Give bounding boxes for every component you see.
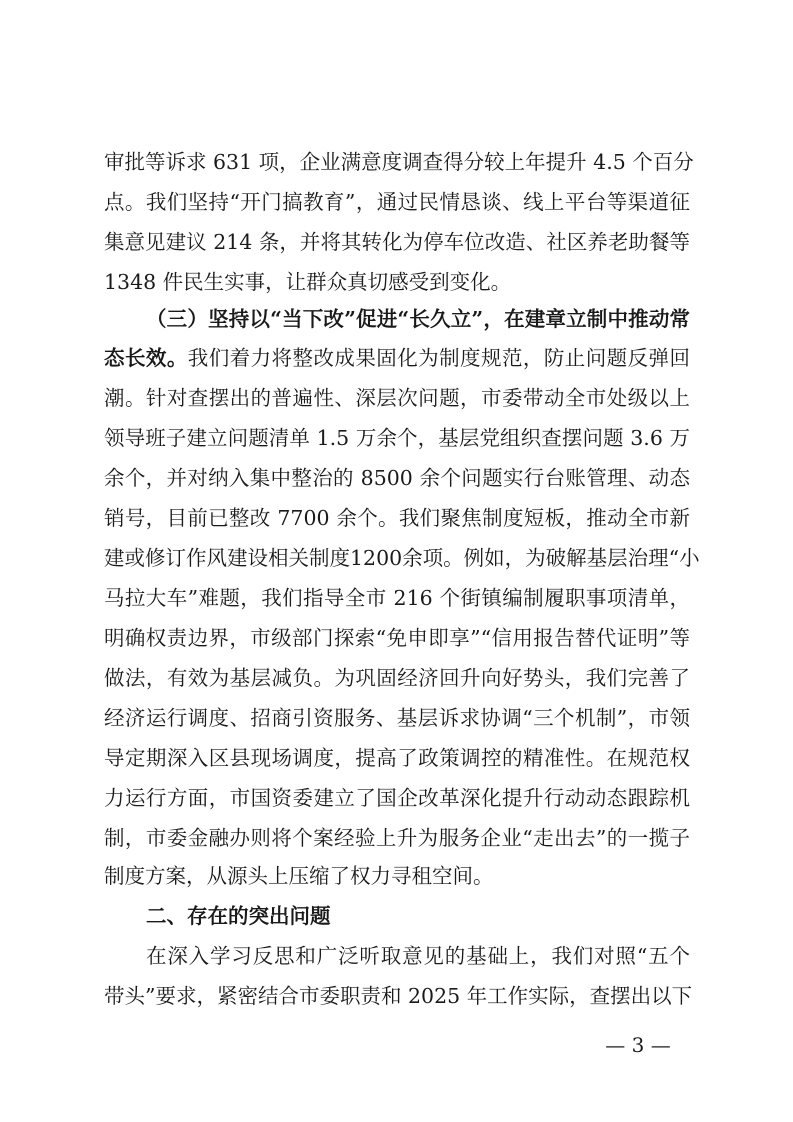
paragraph-line: 潮。针对查摆出的普遍性、深层次问题，市委带动全市处级以上: [104, 386, 690, 410]
paragraph-line: 导定期深入区县现场调度，提高了政策调控的精准性。在规范权: [104, 746, 690, 770]
section-heading-two: 二、存在的突出问题: [146, 904, 331, 928]
paragraph-line: 经济运行调度、招商引资服务、基层诉求协调“三个机制”，市领: [104, 706, 690, 730]
section-heading-three: （三）坚持以“当下改”促进“长久立”，在建章立制中推动常: [146, 307, 690, 331]
paragraph-line: 做法，有效为基层减负。为巩固经济回升向好势头，我们完善了: [104, 666, 690, 690]
page-number: — 3 —: [605, 1033, 671, 1057]
paragraph-line: 在深入学习反思和广泛听取意见的基础上，我们对照“五个: [146, 944, 690, 968]
paragraph-line: 建或修订作风建设相关制度1200余项。例如，为破解基层治理“小: [104, 546, 700, 570]
paragraph-line: 集意见建议 214 条，并将其转化为停车位改造、社区养老助餐等: [104, 230, 690, 254]
paragraph-line: 销号，目前已整改 7700 余个。我们聚焦制度短板，推动全市新: [104, 506, 690, 530]
paragraph-line: 带头”要求，紧密结合市委职责和 2025 年工作实际，查摆出以下: [104, 984, 693, 1008]
paragraph-text: 我们着力将整改成果固化为制度规范，防止问题反弹回: [187, 346, 691, 370]
paragraph-line: 审批等诉求 631 项，企业满意度调查得分较上年提升 4.5 个百分: [104, 150, 694, 174]
paragraph-line: 领导班子建立问题清单 1.5 万余个，基层党组织查摆问题 3.6 万: [104, 426, 690, 450]
paragraph-line: 点。我们坚持“开门搞教育”，通过民情恳谈、线上平台等渠道征: [104, 190, 690, 214]
paragraph-line: 制，市委金融办则将个案经验上升为服务企业“走出去”的一揽子: [104, 826, 690, 850]
paragraph-line: 余个，并对纳入集中整治的 8500 余个问题实行台账管理、动态: [104, 466, 690, 490]
paragraph-line: 制度方案，从源头上压缩了权力寻租空间。: [104, 864, 494, 888]
paragraph-line: 明确权责边界，市级部门探索“免申即享”“信用报告替代证明”等: [104, 626, 690, 650]
paragraph-line: [104, 340, 690, 376]
paragraph-line: 马拉大车”难题，我们指导全市 216 个街镇编制履职事项清单，: [104, 586, 690, 610]
paragraph-line: 1348 件民生实事，让群众真切感受到变化。: [104, 270, 512, 294]
section-heading-three-end: 态长效。: [104, 346, 188, 370]
paragraph-line: 力运行方面，市国资委建立了国企改革深化提升行动动态跟踪机: [104, 786, 690, 810]
